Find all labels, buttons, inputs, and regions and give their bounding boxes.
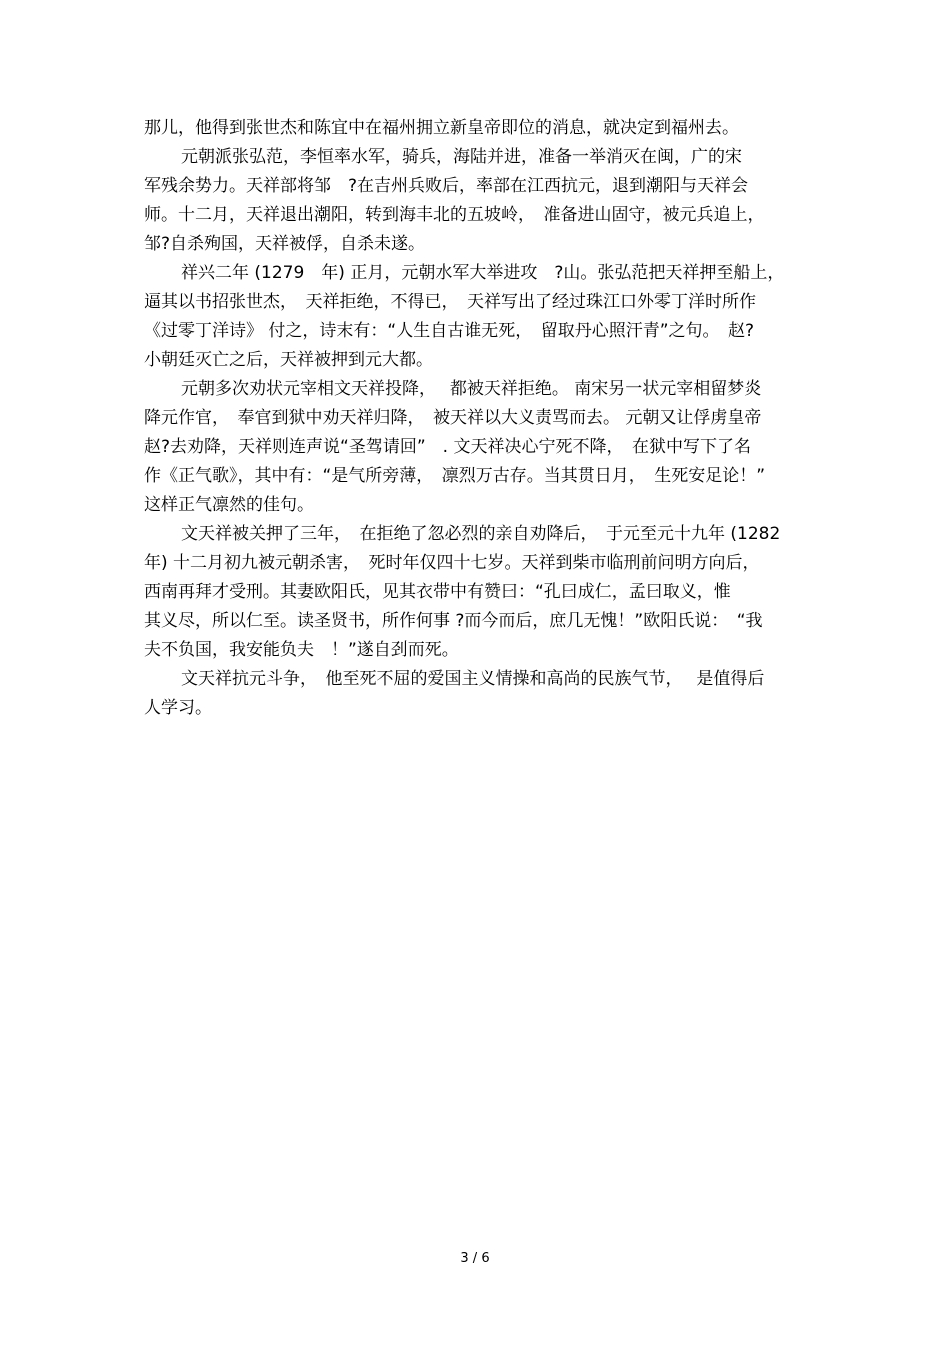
text-line: 赵?去劝降，天祥则连声说“圣驾请回” . 文天祥决心宁死不降， 在狱中写下了名 (144, 437, 751, 457)
text-line: 那儿，他得到张世杰和陈宜中在福州拥立新皇帝即位的消息，就决定到福州去。 (144, 118, 739, 138)
paragraph-start-line: 元朝多次劝状元宰相文天祥投降， 都被天祥拒绝。 南宋另一状元宰相留梦炎 (181, 379, 762, 399)
text-line: 夫不负国，我安能负夫 ！”遂自刭而死。 (144, 640, 459, 660)
text-line: 这样正气凛然的佳句。 (144, 495, 314, 515)
text-line: 小朝廷灭亡之后，天祥被押到元大都。 (144, 350, 433, 370)
text-line: 师。十二月，天祥退出潮阳，转到海丰北的五坡岭， 准备进山固守，被元兵追上， (144, 205, 765, 225)
text-line: 《过零丁洋诗》 付之，诗末有：“人生自古谁无死， 留取丹心照汗青”之句。 赵? (144, 321, 755, 341)
text-line: 作《正气歌》，其中有：“是气所旁薄， 凛烈万古存。当其贯日月， 生死安足论！” (144, 466, 766, 486)
text-line: 其义尽，所以仁至。读圣贤书，所作何事 ?而今而后，庶几无愧！”欧阳氏说： “我 (144, 611, 763, 631)
paragraph-start-line: 文天祥抗元斗争， 他至死不屈的爱国主义情操和高尚的民族气节， 是值得后 (181, 669, 765, 689)
paragraph-start-line: 祥兴二年 (1279 年) 正月，元朝水军大举进攻 ?山。张弘范把天祥押至船上， (181, 263, 785, 283)
text-line: 逼其以书招张世杰， 天祥拒绝，不得已， 天祥写出了经过珠江口外零丁洋时所作 (144, 292, 756, 312)
text-line: 降元作官， 奉官到狱中劝天祥归降， 被天祥以大义责骂而去。 元朝又让俘虏皇帝 (144, 408, 762, 428)
text-line: 邹?自杀殉国，天祥被俘，自杀未遂。 (144, 234, 426, 254)
text-line: 军残余势力。天祥部将邹 ?在吉州兵败后，率部在江西抗元，退到潮阳与天祥会 (144, 176, 749, 196)
paragraph-start-line: 文天祥被关押了三年， 在拒绝了忽必烈的亲自劝降后， 于元至元十九年 (1282 (181, 524, 781, 544)
page-number: 3 / 6 (460, 1251, 490, 1266)
text-line: 西南再拜才受刑。其妻欧阳氏，见其衣带中有赞曰：“孔曰成仁，孟曰取义，惟 (144, 582, 731, 602)
text-line: 人学习。 (144, 698, 212, 718)
paragraph-start-line: 元朝派张弘范，李恒率水军，骑兵，海陆并进，准备一举消灭在闽，广的宋 (181, 147, 742, 167)
text-line: 年) 十二月初九被元朝杀害， 死时年仅四十七岁。天祥到柴市临刑前问明方向后， (144, 553, 760, 573)
